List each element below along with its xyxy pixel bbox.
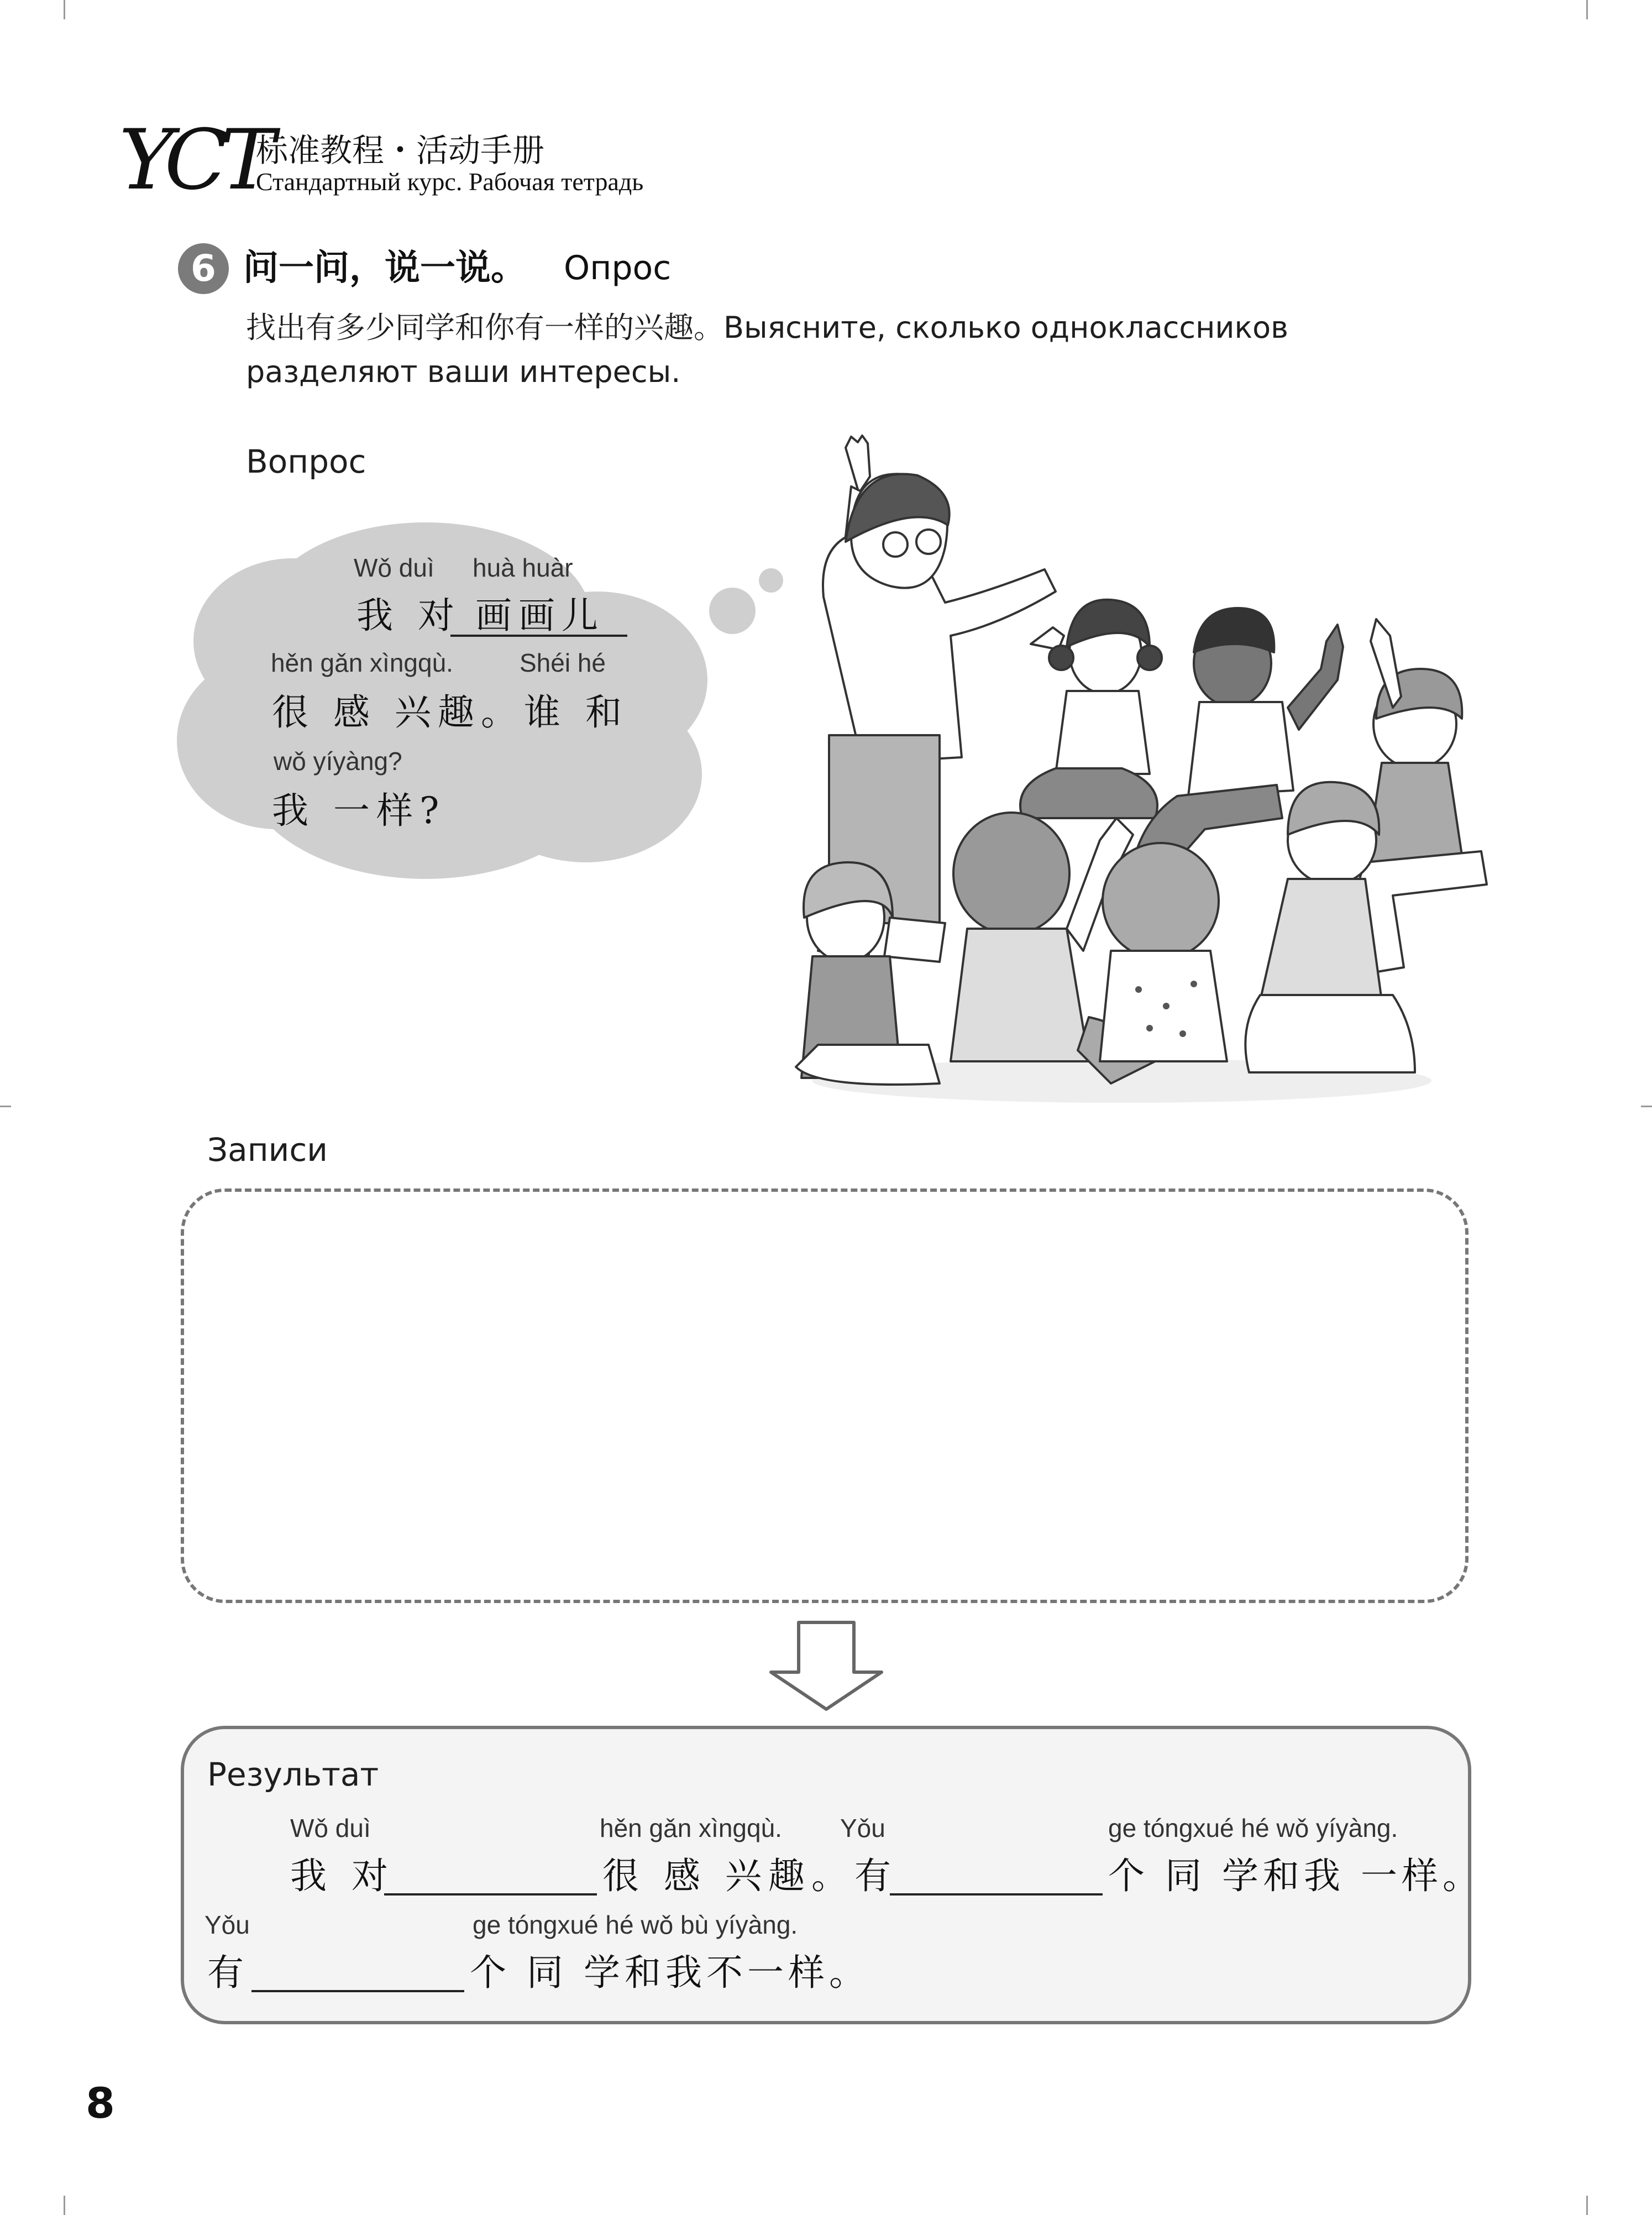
children-raising-hands-illustration xyxy=(680,431,1531,1111)
result-row1-blank-same-count[interactable] xyxy=(890,1893,1103,1895)
crop-mark-left-mid xyxy=(0,1106,11,1107)
result-row1-pinyin-c: Yǒu xyxy=(840,1814,885,1842)
result-row1-pinyin-a: Wǒ duì xyxy=(290,1814,371,1842)
down-arrow-icon xyxy=(765,1620,887,1714)
notes-area[interactable] xyxy=(181,1188,1469,1603)
question-label: Вопрос xyxy=(246,443,366,480)
task-number-badge: 6 xyxy=(178,243,229,294)
page-number: 8 xyxy=(86,2078,115,2128)
result-row1-hanzi-a: 我 对 xyxy=(290,1855,395,1897)
result-row1-hanzi-c: 个 同 学和我 一样。 xyxy=(1108,1855,1483,1897)
header-title-zh: 标准教程・活动手册 xyxy=(256,132,545,169)
question-blank-line xyxy=(450,635,627,637)
crop-mark-top-left xyxy=(64,0,65,19)
notes-label: Записи xyxy=(207,1131,328,1169)
task-title-ru: Опрос xyxy=(564,249,672,287)
question-hanzi-1b: 画画儿 xyxy=(475,594,605,637)
yct-logo: YCT xyxy=(119,112,268,208)
result-label: Результат xyxy=(207,1756,379,1793)
result-row2-hanzi-a: 有 xyxy=(207,1951,250,1994)
task-instruction-line-1: 找出有多少同学和你有一样的兴趣。Выясните, сколько одноклассников xyxy=(246,310,1288,345)
question-hanzi-2: 很 感 兴趣。谁 和 xyxy=(272,691,628,734)
question-hanzi-1a: 我 对 xyxy=(356,594,461,637)
result-row2-pinyin-b: ge tóngxué hé wǒ bù yíyàng. xyxy=(473,1910,798,1939)
question-pinyin-1b: huà huàr xyxy=(473,553,573,582)
crop-mark-bottom-right xyxy=(1586,2196,1588,2215)
result-row2-blank-different-count[interactable] xyxy=(251,1990,464,1992)
crop-mark-top-right xyxy=(1586,0,1588,19)
task-instruction-line-2: разделяют ваши интересы. xyxy=(246,354,681,389)
question-pinyin-2a: hěn gǎn xìngqù. xyxy=(271,648,453,677)
question-pinyin-1a: Wǒ duì xyxy=(354,553,434,582)
result-row2-hanzi-b: 个 同 学和我不一样。 xyxy=(470,1951,870,1994)
header-title-ru: Стандартный курс. Рабочая тетрадь xyxy=(256,167,644,196)
question-hanzi-3: 我 一样? xyxy=(272,789,446,832)
question-pinyin-3: wǒ yíyàng? xyxy=(274,747,402,776)
result-row1-pinyin-b: hěn gǎn xìngqù. xyxy=(600,1814,782,1842)
crop-mark-bottom-left xyxy=(64,2196,65,2215)
result-row1-blank-interest[interactable] xyxy=(384,1893,597,1895)
result-row1-pinyin-d: ge tóngxué hé wǒ yíyàng. xyxy=(1108,1814,1398,1842)
task-title-zh: 问一问，说一说。 xyxy=(243,248,526,289)
question-pinyin-2b: Shéi hé xyxy=(520,648,606,677)
result-row2-pinyin-a: Yǒu xyxy=(204,1910,250,1939)
crop-mark-right-mid xyxy=(1641,1106,1652,1107)
result-row1-hanzi-b: 很 感 兴趣。有 xyxy=(602,1855,898,1897)
